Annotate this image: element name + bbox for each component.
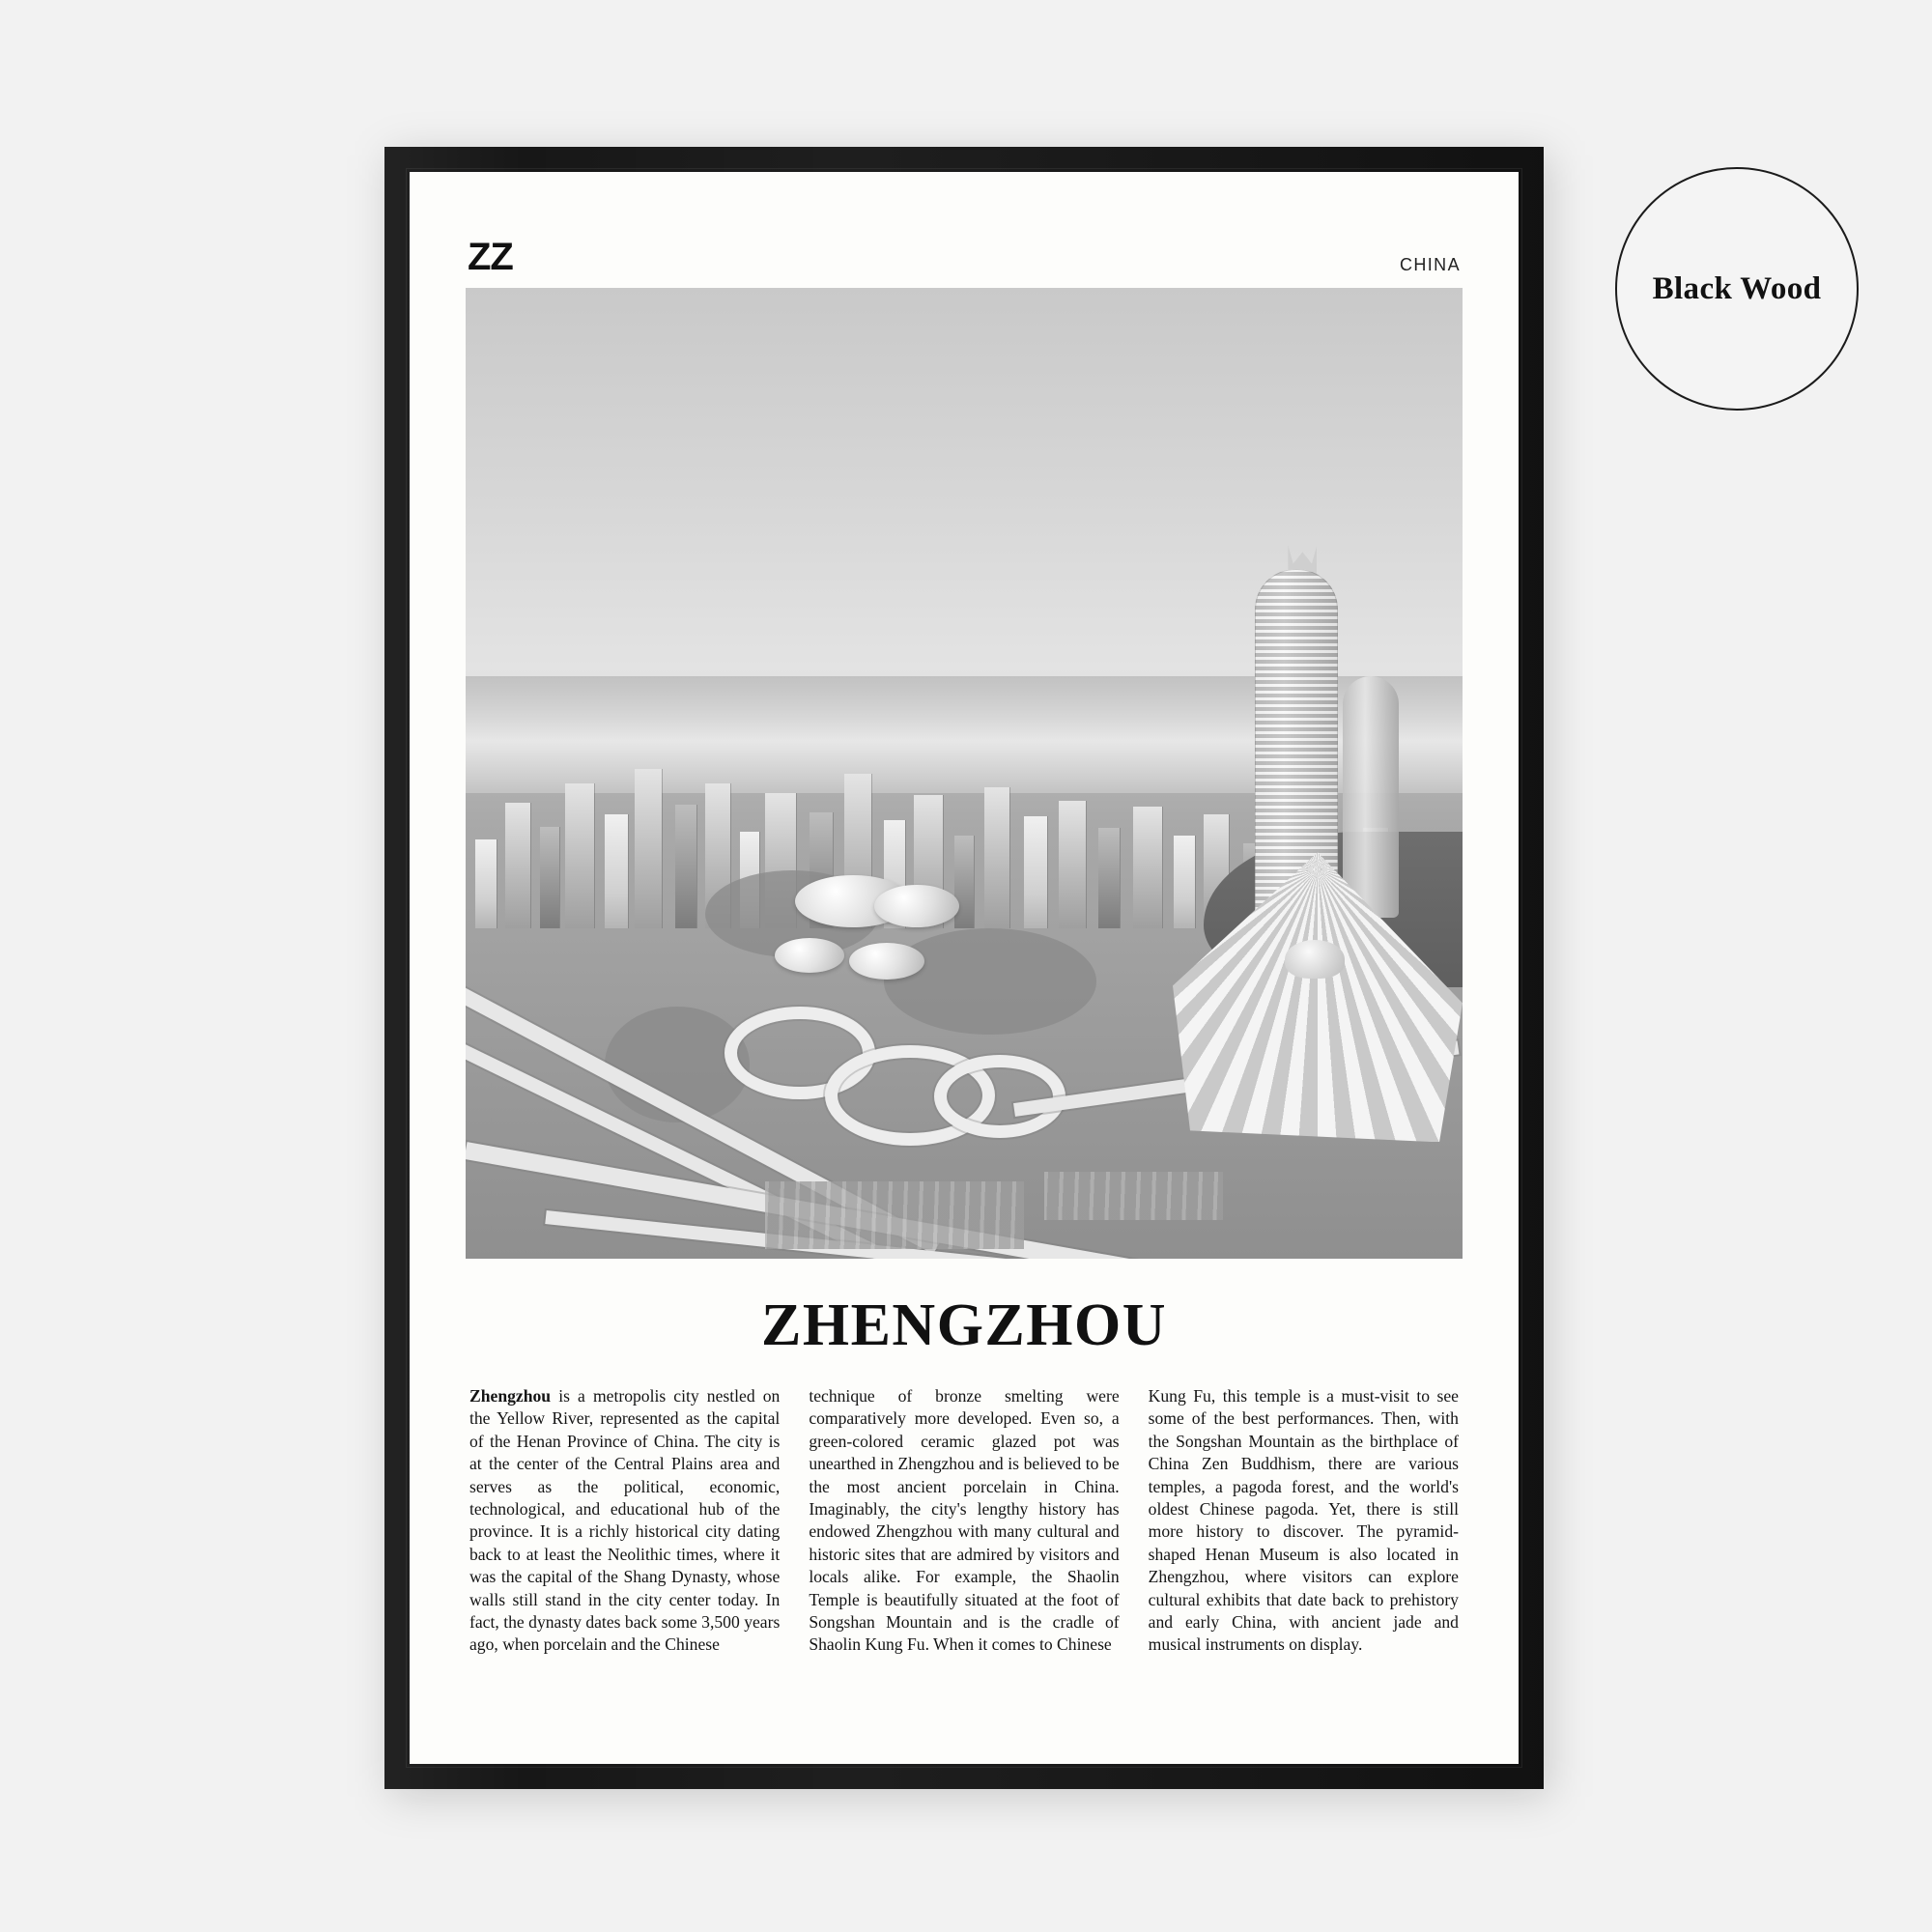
body-text-3: Kung Fu, this temple is a must-visit to see some of the best performances. Then, with the Songshan Mountain as the birthplace of China Zen Buddhism, there are various temples, a pagoda forest, and the world's oldest Chinese pagoda. Yet, there is still more history to discover. The pyramid-shaped Henan Museum is also located in Zhengzhou, where visitors can explore cultural exhibits that date back to prehistory and early China, with ancient jade and musical instruments on display.	[1148, 1386, 1459, 1655]
picture-frame	[384, 147, 1544, 1789]
body-text-2: technique of bronze smelting were comparatively more developed. Even so, a green-colored ceramic glazed pot was unearthed in Zhengzhou and is believed to be the most ancient porcelain in China. Imaginably, the city's lengthy history has endowed Zhengzhou with many cultural and historic sites that are admired by visitors and locals alike. For example, the Shaolin Temple is beautifully situated at the foot of Songshan Mountain and is the cradle of Shaolin Kung Fu. When it comes to Chinese	[809, 1386, 1120, 1655]
frame-material-label: Black Wood	[1652, 270, 1822, 306]
photo-dome-mid	[874, 885, 959, 927]
poster-country: CHINA	[1399, 255, 1461, 274]
body-text-1: is a metropolis city nestled on the Yellow River, represented as the capital of the Henan Province of China. The city is at the center of the Central Plains area and serves as the political, economic, technological, and educational hub of the province. It is a richly historical city dating back to at least the Neolithic times, where it was the capital of the Shang Dynasty, whose walls still stand in the city center today. In fact, the dynasty dates back some 3,500 years ago, when porcelain and the Chinese	[469, 1386, 781, 1655]
poster-title: ZHENGZHOU	[760, 1293, 1167, 1358]
poster-body-columns	[466, 1385, 1463, 1657]
photo-secondary-tower	[1343, 676, 1399, 918]
body-column-3	[1149, 1385, 1459, 1657]
body-lead-word: Zhengzhou	[469, 1386, 552, 1406]
poster-mat	[410, 172, 1519, 1764]
body-column-2	[809, 1385, 1119, 1657]
body-column-1	[469, 1385, 780, 1657]
poster-code: ZZ	[468, 236, 513, 278]
frame-material-badge	[1615, 167, 1859, 411]
poster-photo	[466, 288, 1463, 1259]
photo-fan-hub	[1285, 940, 1345, 979]
poster-header	[466, 238, 1463, 288]
